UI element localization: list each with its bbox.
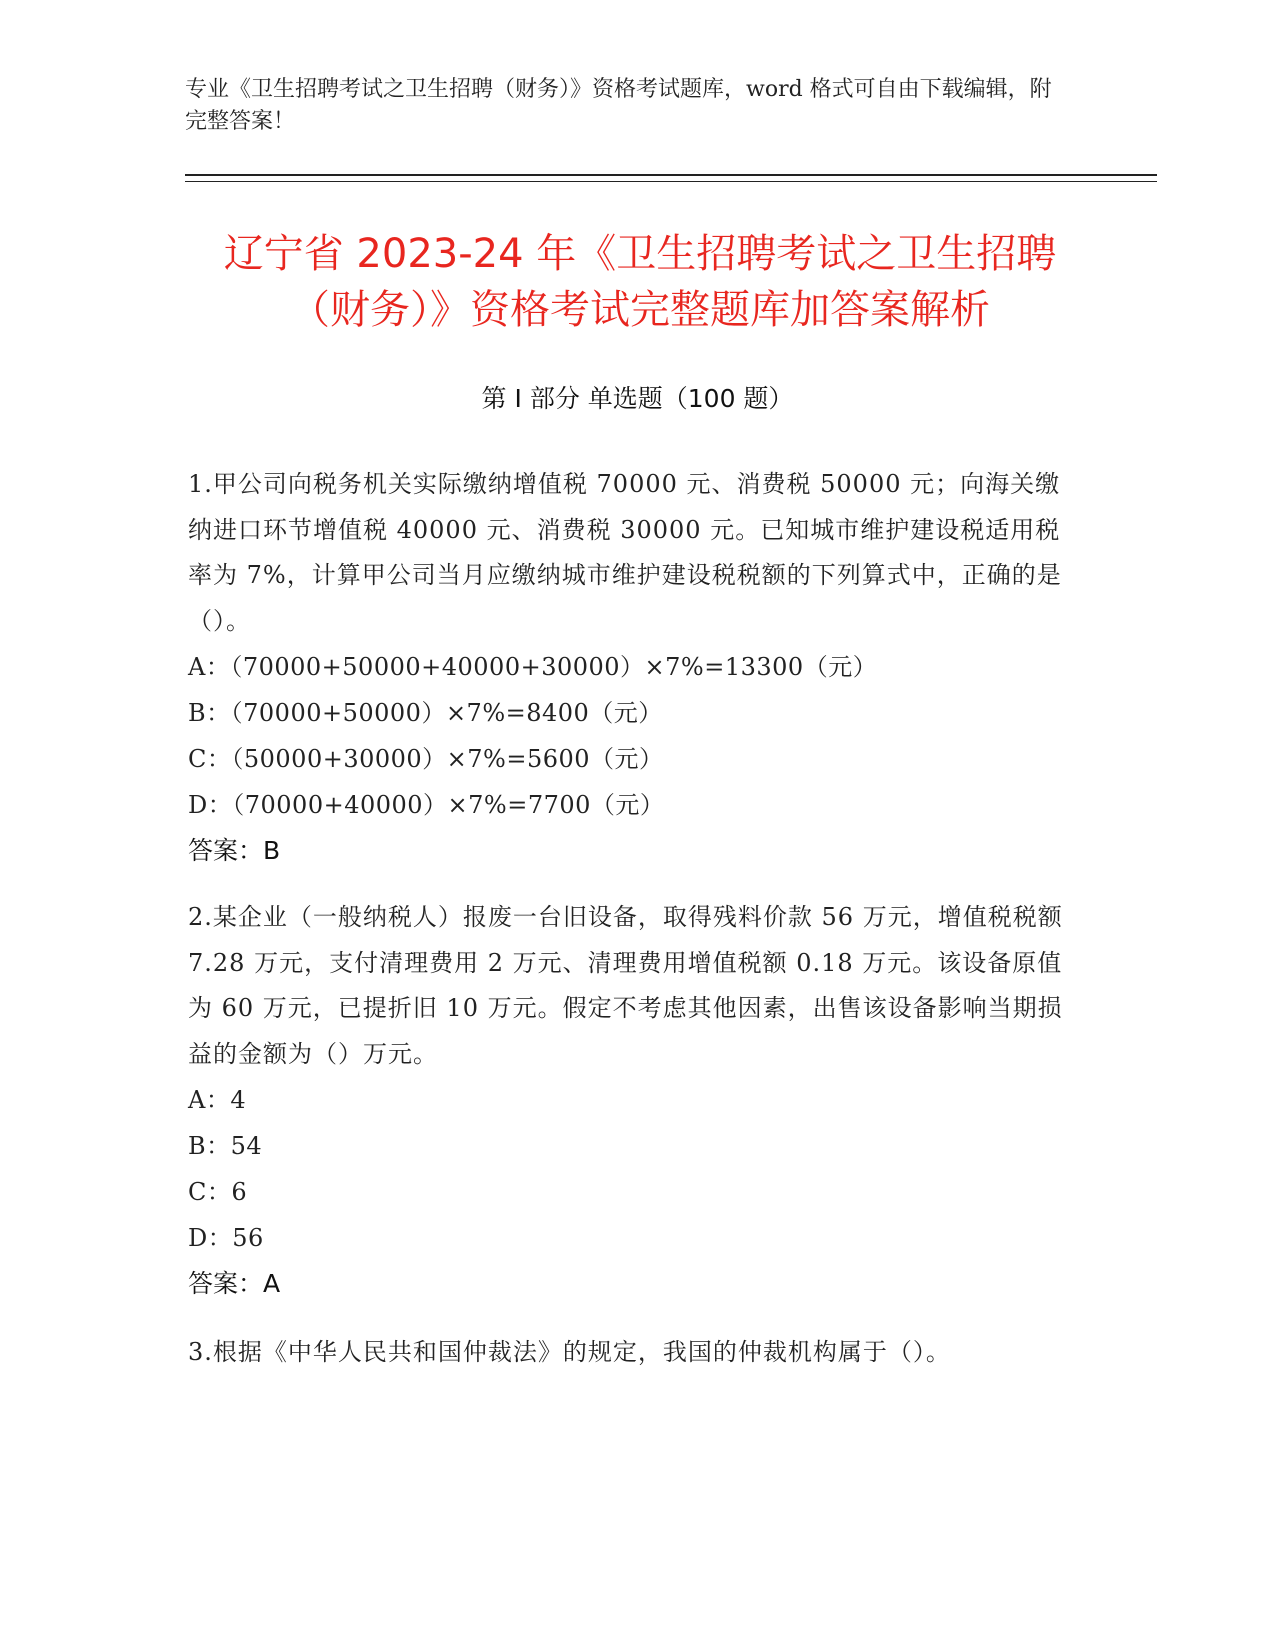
option-d: D：56 xyxy=(188,1224,264,1252)
question-stem: 1.甲公司向税务机关实际缴纳增值税 70000 元、消费税 50000 元；向海关缴纳进口环节增值税 40000 元、消费税 30000 元。已知城市维护建设税适用税率为 7%，计算甲公司当月应缴纳城市维护建设税税额的下列算式中，正确的是（）。 xyxy=(188,470,1062,635)
option-b: B：（70000+50000）×7%=8400（元） xyxy=(188,699,663,727)
question-2 xyxy=(188,895,1068,1307)
question-1 xyxy=(188,462,1068,874)
option-d: D：（70000+40000）×7%=7700（元） xyxy=(188,791,665,819)
answer-line: 答案：B xyxy=(188,836,281,865)
header-note: 专业《卫生招聘考试之卫生招聘（财务）》资格考试题库，word 格式可自由下载编辑，附完整答案！ xyxy=(185,77,1052,134)
option-c: C：6 xyxy=(188,1178,248,1206)
document-title: 辽宁省 2023-24 年《卫生招聘考试之卫生招聘（财务）》资格考试完整题库加答案解析 xyxy=(223,231,1057,333)
header-divider-thick xyxy=(185,174,1157,176)
option-c: C：（50000+30000）×7%=5600（元） xyxy=(188,745,664,773)
question-stem: 3.根据《中华人民共和国仲裁法》的规定，我国的仲裁机构属于（）。 xyxy=(188,1338,951,1366)
option-a: A：（70000+50000+40000+30000）×7%=13300（元） xyxy=(188,653,878,681)
option-list xyxy=(188,644,1068,828)
option-a: A：4 xyxy=(188,1086,247,1114)
question-3 xyxy=(188,1330,1068,1376)
option-b: B：54 xyxy=(188,1132,263,1160)
answer-line: 答案：A xyxy=(188,1269,281,1298)
question-stem: 2.某企业（一般纳税人）报废一台旧设备，取得残料价款 56 万元，增值税税额 7.28 万元，支付清理费用 2 万元、清理费用增值税额 0.18 万元。该设备原值为 60 万元，已提折旧 10 万元。假定不考虑其他因素，出售该设备影响当期损益的金额为（）万元。 xyxy=(188,903,1063,1068)
section-heading: 第 I 部分 单选题（100 题） xyxy=(481,384,794,413)
header-divider-thin xyxy=(185,181,1157,182)
option-list xyxy=(188,1077,1068,1261)
